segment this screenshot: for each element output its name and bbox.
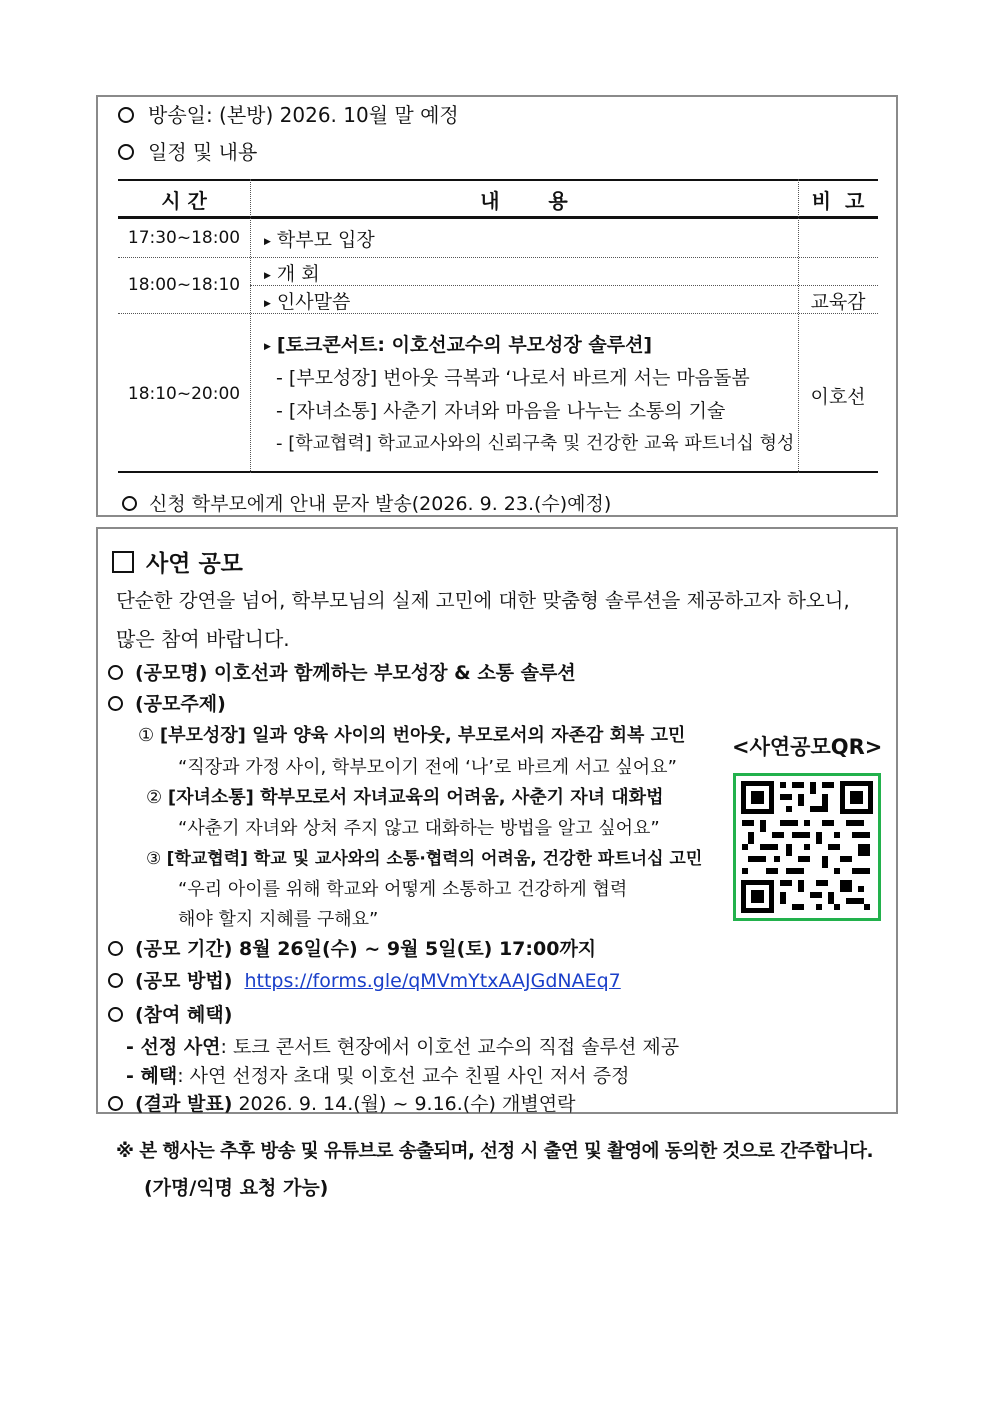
header-time: 시 간: [161, 189, 207, 213]
row2-item1: ▶ 개 회: [264, 263, 320, 285]
row1-item: ▶ 학부모 입장: [264, 229, 375, 251]
circle-bullet-icon: [108, 1007, 123, 1022]
contest-method: (공모 방법) https://forms.gle/qMVmYtxAAJGdNAEq7: [108, 966, 621, 993]
contest-title: 사연 공모: [112, 545, 243, 578]
row1-time: 17:30~18:00: [127, 228, 241, 248]
header-content: 내 용: [480, 189, 568, 213]
contest-topic-label: (공모주제): [108, 689, 226, 716]
broadcast-line: 방송일: (본방) 2026. 10월 말 예정: [118, 99, 459, 128]
row2-note: 교육감: [810, 291, 866, 313]
circle-bullet-icon: [108, 1096, 123, 1111]
topic1-title: ① [부모성장] 일과 양육 사이의 번아웃, 부모로서의 자존감 회복 고민: [138, 725, 686, 746]
contest-name: (공모명) 이호선과 함께하는 부모성장 & 소통 솔루션: [108, 658, 576, 685]
contest-benefit-label: (참여 혜택): [108, 1000, 232, 1027]
row2-time: 18:00~18:10: [127, 275, 241, 295]
topic1-quote: “직장과 가정 사이, 학부모이기 전에 ‘나’로 바르게 서고 싶어요”: [178, 757, 677, 778]
contest-box: [96, 527, 898, 1114]
row3-sub2: - [자녀소통] 사춘기 자녀와 마음을 나누는 소통의 기술: [276, 400, 726, 422]
square-bullet-icon: [112, 551, 134, 573]
benefit2: - 혜택: 사연 선정자 초대 및 이호선 교수 친필 사인 저서 증정: [126, 1065, 630, 1087]
row3-sub3: - [학교협력] 학교교사와의 신뢰구축 및 건강한 교육 파트너십 형성: [276, 433, 795, 454]
row3-sub1: - [부모성장] 번아웃 극복과 ‘나로서 바르게 서는 마음돌봄: [276, 367, 750, 389]
row3-time: 18:10~20:00: [127, 384, 241, 404]
contest-intro1: 단순한 강연을 넘어, 학부모님의 실제 고민에 대한 맞춤형 솔루션을 제공하고자 하오니,: [116, 589, 850, 612]
footnote-line2: (가명/익명 요청 가능): [144, 1177, 329, 1199]
row2-item2: ▶ 인사말씀: [264, 291, 351, 313]
schedule-box: [96, 95, 898, 517]
circle-bullet-icon: [108, 973, 123, 988]
contest-intro2: 많은 참여 바랍니다.: [116, 627, 290, 651]
circle-bullet-icon: [118, 107, 134, 123]
contest-form-link[interactable]: https://forms.gle/qMVmYtxAAJGdNAEq7: [244, 970, 621, 992]
bullet-triangle-icon: ▶: [264, 237, 271, 247]
bullet-triangle-icon: ▶: [264, 342, 271, 352]
qr-code-image[interactable]: [733, 773, 881, 921]
topic3-quote: “우리 아이를 위해 학교와 어떻게 소통하고 건강하게 협력: [178, 879, 628, 900]
benefit1: - 선정 사연: 토크 콘서트 현장에서 이호선 교수의 직접 솔루션 제공: [126, 1036, 680, 1058]
circle-bullet-icon: [108, 696, 123, 711]
header-note: 비 고: [811, 189, 865, 213]
circle-bullet-icon: [108, 665, 123, 680]
contest-period: (공모 기간) 8월 26일(수) ~ 9월 5일(토) 17:00까지: [108, 934, 596, 961]
bullet-triangle-icon: ▶: [264, 299, 271, 309]
qr-label: <사연공모QR>: [732, 735, 883, 759]
contest-result: (결과 발표) 2026. 9. 14.(월) ~ 9.16.(수) 개별연락: [108, 1089, 575, 1116]
schedule-table: [118, 179, 878, 473]
topic2-quote: “사춘기 자녀와 상처 주지 않고 대화하는 방법을 알고 싶어요”: [178, 818, 660, 839]
topic3-quote2: 해야 할지 지혜를 구해요”: [178, 909, 379, 930]
footnote-line1: ※ 본 행사는 추후 방송 및 유튜브로 송출되며, 선정 시 출연 및 촬영에 동의한 것으로 간주합니다.: [116, 1141, 873, 1162]
row3-note: 이호선: [810, 386, 866, 408]
circle-bullet-icon: [122, 496, 137, 511]
circle-bullet-icon: [108, 941, 123, 956]
topic2-title: ② [자녀소통] 학부모로서 자녀교육의 어려움, 사춘기 자녀 대화법: [146, 787, 664, 808]
topic3-title: ③ [학교협력] 학교 및 교사와의 소통·협력의 어려움, 건강한 파트너십 고민: [146, 849, 703, 869]
circle-bullet-icon: [118, 144, 134, 160]
bullet-triangle-icon: ▶: [264, 271, 271, 281]
notice-line: 신청 학부모에게 안내 문자 발송(2026. 9. 23.(수)예정): [122, 489, 611, 516]
schedule-heading: 일정 및 내용: [118, 136, 257, 165]
row3-title: ▶ [토크콘서트: 이호선교수의 부모성장 솔루션]: [264, 334, 653, 356]
